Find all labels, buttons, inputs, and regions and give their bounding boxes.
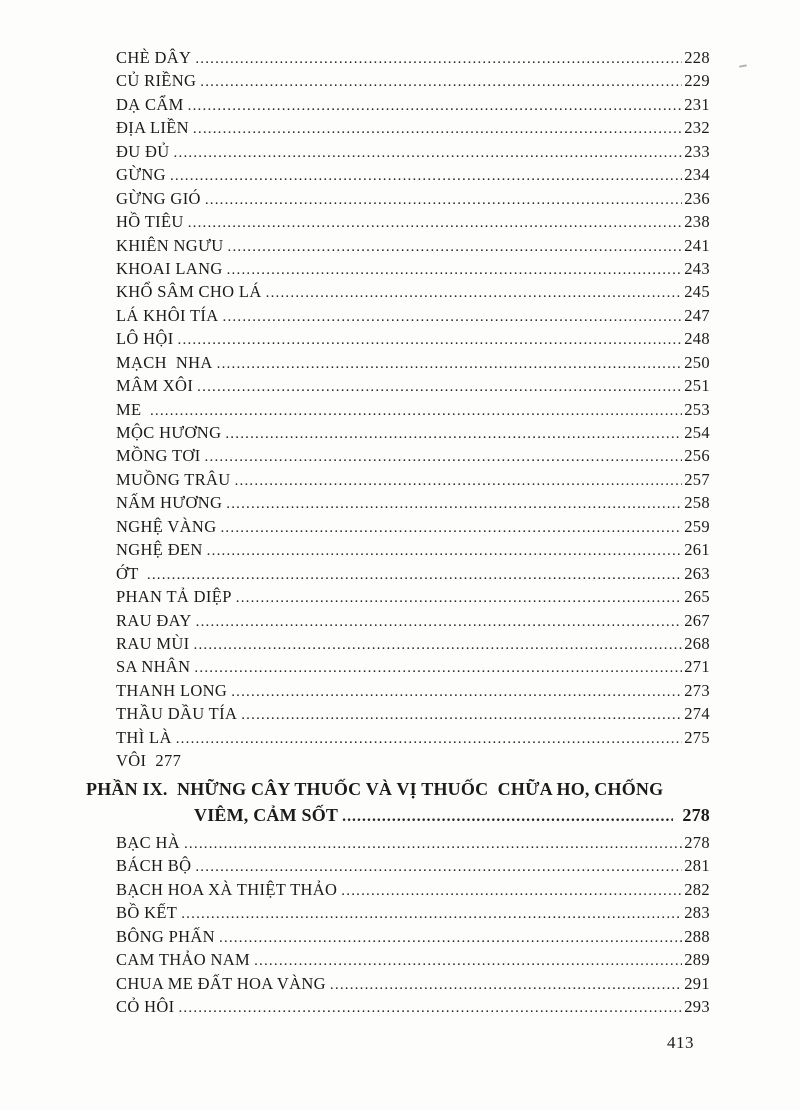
toc-entry <box>116 856 710 879</box>
toc-entry <box>116 657 710 680</box>
dot-leader <box>184 833 682 853</box>
toc-entry-page: 263 <box>684 563 710 583</box>
toc-entry-page: 253 <box>684 399 710 419</box>
dot-leader <box>178 329 683 349</box>
toc-entry-label: THẦU DẦU TÍA <box>116 704 238 724</box>
toc-entry-page: 257 <box>684 469 710 489</box>
dot-leader <box>197 376 682 396</box>
toc-entry <box>116 259 710 282</box>
toc-entry-page: 274 <box>684 704 710 724</box>
dot-leader <box>207 540 683 560</box>
dot-leader <box>342 805 673 826</box>
toc-entry <box>116 493 710 516</box>
toc-entry-label: ỚT <box>116 563 143 583</box>
toc-entry-label: MỒNG TƠI <box>116 446 201 466</box>
toc-entry <box>116 306 710 329</box>
toc-entry <box>116 997 710 1020</box>
toc-entry <box>116 329 710 352</box>
toc-entry <box>116 165 710 188</box>
toc-entry-page: 293 <box>684 997 710 1017</box>
toc-entry <box>116 611 710 634</box>
toc-entry-page: 234 <box>684 165 710 185</box>
toc-entry-label: BÁCH BỘ <box>116 856 192 876</box>
toc-entry <box>116 212 710 235</box>
dot-leader <box>194 634 683 654</box>
toc-entry-label: CHUA ME ĐẤT HOA VÀNG <box>116 973 326 993</box>
toc-entry <box>116 564 710 587</box>
toc-entry-page: 254 <box>684 423 710 442</box>
dot-leader <box>195 856 682 876</box>
toc-entry <box>116 353 710 376</box>
toc-entry <box>116 751 710 774</box>
toc-entry <box>116 71 710 94</box>
dot-leader <box>254 950 682 970</box>
toc-entry-page: 265 <box>684 587 710 607</box>
toc-entry-label: MUỒNG TRÂU <box>116 469 231 489</box>
toc-entry-page: 267 <box>684 610 710 630</box>
dot-leader <box>205 189 682 209</box>
toc-entry <box>116 728 710 751</box>
toc-entry <box>116 376 710 399</box>
toc-entry-page: 273 <box>684 680 710 700</box>
dot-leader <box>147 564 682 584</box>
dot-leader <box>223 306 683 326</box>
dot-leader <box>227 259 683 279</box>
toc-entry <box>116 95 710 118</box>
section-heading-page: 278 <box>682 805 710 825</box>
toc-entry-label: NGHỆ VÀNG <box>116 516 217 536</box>
toc-entry-page: 232 <box>684 118 710 138</box>
toc-entry-page: 288 <box>684 926 710 946</box>
toc-entry-label: LÔ HỘI <box>116 329 174 349</box>
dot-leader <box>205 446 683 466</box>
toc-entry <box>116 587 710 610</box>
section-heading <box>86 779 710 831</box>
dot-leader <box>225 423 682 443</box>
toc-entry <box>116 950 710 973</box>
toc-entry <box>116 704 710 727</box>
toc-entry-label: CHÈ DÂY <box>116 48 192 67</box>
toc-entry <box>116 927 710 950</box>
toc-entry-label: PHAN TẢ DIỆP <box>116 587 232 607</box>
toc-entry <box>116 634 710 657</box>
toc-entry <box>116 282 710 305</box>
toc-entry-page: 238 <box>684 212 710 232</box>
section-heading-row-1 <box>86 779 710 805</box>
toc-entry-label: KHIÊN NGƯU <box>116 235 224 255</box>
toc-entry-page: 283 <box>684 903 710 923</box>
section-heading-row-2 <box>194 805 710 831</box>
toc-entry-label: ĐU ĐỦ <box>116 141 170 161</box>
toc-entry-page: 291 <box>684 973 710 993</box>
toc-entry-page: 243 <box>684 258 710 278</box>
toc-entry-label: NẤM HƯƠNG <box>116 493 223 513</box>
dot-leader <box>341 880 682 900</box>
toc-entry-page: 277 <box>155 751 182 771</box>
toc-entry-label: MẠCH NHA <box>116 352 213 372</box>
toc-entry <box>116 681 710 704</box>
toc-entry-label: LÁ KHÔI TÍA <box>116 305 219 325</box>
toc-entry-label: GỪNG <box>116 165 166 185</box>
toc-entry-page: 228 <box>684 48 710 67</box>
toc-entry-page: 241 <box>684 235 710 255</box>
toc-entry-page: 251 <box>684 376 710 396</box>
dot-leader <box>170 165 682 185</box>
toc-entry <box>116 118 710 141</box>
toc-entry-label: KHỔ SÂM CHO LÁ <box>116 282 262 302</box>
toc-entry-label: RAU MÙI <box>116 633 190 653</box>
toc-entry <box>116 974 710 997</box>
dot-leader <box>220 517 682 537</box>
toc-entry-label: BẠCH HOA XÀ THIỆT THẢO <box>116 879 338 899</box>
dot-leader <box>217 353 683 373</box>
toc-entry-page: 268 <box>684 633 710 653</box>
toc-entry-label: NGHỆ ĐEN <box>116 540 203 560</box>
toc-entry <box>116 470 710 493</box>
toc-entry-label: CỦ RIỀNG <box>116 71 197 91</box>
toc-entry-page: 278 <box>684 833 710 852</box>
dot-leader <box>330 974 682 994</box>
dot-leader <box>266 282 683 302</box>
toc-entry-page: 250 <box>684 352 710 372</box>
toc-entry-label: ĐỊA LIỀN <box>116 118 189 138</box>
dot-leader <box>241 704 682 724</box>
dot-leader <box>194 657 682 677</box>
toc-entry <box>116 142 710 165</box>
dot-leader <box>231 681 682 701</box>
toc-entry <box>116 880 710 903</box>
toc-entry-page: 258 <box>684 493 710 513</box>
toc-entry-page: 233 <box>684 141 710 161</box>
toc-entry <box>116 833 710 856</box>
dot-leader <box>196 611 683 631</box>
toc-entry <box>116 236 710 259</box>
toc-entry-label: KHOAI LANG <box>116 258 223 278</box>
toc-entry-label: MỘC HƯƠNG <box>116 423 222 442</box>
toc-entry-label: CAM THẢO NAM <box>116 950 251 970</box>
toc-entry-page: 275 <box>684 727 710 747</box>
toc-entry <box>116 48 710 71</box>
dot-leader <box>188 212 683 232</box>
dot-leader <box>150 400 682 420</box>
toc-entry <box>116 189 710 212</box>
toc-entry-page: 247 <box>684 305 710 325</box>
toc-entry-page: 271 <box>684 657 710 677</box>
toc-entry-page: 248 <box>684 329 710 349</box>
toc-entry-label: VÔI <box>116 751 147 771</box>
toc-entry-label: RAU ĐAY <box>116 610 192 630</box>
toc-entry <box>116 423 710 446</box>
dot-leader <box>176 728 682 748</box>
section-heading-line1: PHẦN IX. NHỮNG CÂY THUỐC VÀ VỊ THUỐC CHỮA HO, CHỐNG <box>86 779 664 799</box>
dot-leader <box>195 48 682 68</box>
toc-entry-page: 259 <box>684 516 710 536</box>
dot-leader <box>228 236 683 256</box>
dot-leader <box>236 587 682 607</box>
toc-entry-label: THÌ LÀ <box>116 727 172 747</box>
toc-entry-page: 229 <box>684 71 710 91</box>
toc-entry <box>116 400 710 423</box>
section-heading-line2: VIÊM, CẢM SỐT <box>194 805 339 825</box>
toc-entry-label: HỒ TIÊU <box>116 212 184 232</box>
dot-leader <box>235 470 683 490</box>
toc-entry-page: 256 <box>684 446 710 466</box>
toc-entry-page: 281 <box>684 856 710 876</box>
dot-leader <box>226 493 682 513</box>
toc-entry-label: CỎ HÔI <box>116 997 175 1017</box>
toc-entry <box>116 540 710 563</box>
toc-entry-label: THANH LONG <box>116 680 228 700</box>
toc-entry-label: DẠ CẨM <box>116 94 184 114</box>
toc-entry <box>116 517 710 540</box>
dot-leader <box>178 997 682 1017</box>
toc-entry-label: GỪNG GIÓ <box>116 188 201 208</box>
toc-entry-label: SA NHÂN <box>116 657 191 677</box>
toc-entry-label: BẠC HÀ <box>116 833 180 852</box>
toc-entry-page: 231 <box>684 94 710 114</box>
dot-leader <box>193 118 682 138</box>
toc-entry <box>116 446 710 469</box>
page-number: 413 <box>667 1033 694 1052</box>
toc-list-top <box>116 48 710 775</box>
dot-leader <box>219 927 682 947</box>
toc-entry-page: 236 <box>684 188 710 208</box>
toc-entry-page: 245 <box>684 282 710 302</box>
toc-entry-label: BỒ KẾT <box>116 903 178 923</box>
toc-entry-page: 289 <box>684 950 710 970</box>
dot-leader <box>200 71 682 91</box>
toc-entry-label: MÂM XÔI <box>116 376 194 396</box>
toc-entry-page: 261 <box>684 540 710 560</box>
scan-artifact-mark <box>739 64 747 67</box>
dot-leader <box>181 903 682 923</box>
toc-entry-label: BÔNG PHẤN <box>116 926 215 946</box>
dot-leader <box>188 95 683 115</box>
dot-leader <box>174 142 683 162</box>
toc-entry-page: 282 <box>684 879 710 899</box>
toc-entry <box>116 903 710 926</box>
toc-entry-label: ME <box>116 399 146 419</box>
toc-list-bottom <box>116 833 710 1021</box>
